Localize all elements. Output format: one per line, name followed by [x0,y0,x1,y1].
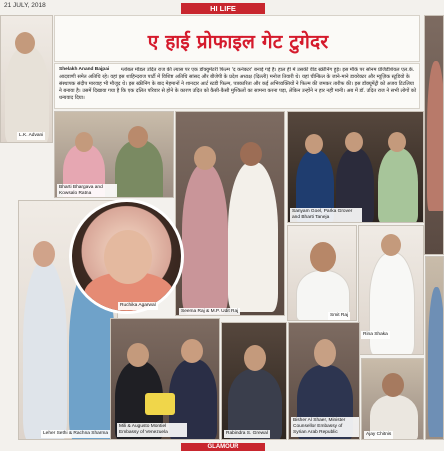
photo-rina-shaka [358,225,424,355]
person-figure [369,252,415,355]
page-bottom-bar [0,442,444,451]
person-head [128,126,148,148]
portrait-face [104,230,152,284]
headline-box [54,15,420,62]
issue-date: 21 JULY, 2018 [4,2,46,9]
portrait-ruchika [69,199,184,314]
person-head [382,373,404,397]
person-head [305,134,323,154]
photo-smit-raj [287,225,357,321]
person-head [194,146,216,170]
person-head [244,345,266,371]
caption-grewal: Rabindra S. Grewal [226,431,268,436]
photo-right-bottom [425,256,444,440]
page-top-bar [0,0,444,14]
caption-ruchika: Ruchika Agarwal [120,303,156,308]
caption-montiel: Mili & Augusto Montiel Embassy of Venezuela [117,423,187,437]
caption-sethi-sharma: Leher Sethi & Rachna Sharma [43,431,109,436]
section-tag: HI LIFE [181,3,265,14]
person-head [381,234,401,256]
photo-advani [0,15,53,143]
article-body-box [54,63,420,109]
caption-goel-grover-taneja: Sanyam Goel, Parka Grover and Bharti Taneja [290,208,362,222]
photo-right-edge [424,15,444,255]
article-headline: ए हाई प्रोफाइल गेट टुगेदर [147,31,329,53]
person-figure [182,164,228,314]
photo-montiel [110,318,220,440]
article-byline: Shelakh Anand Bajpai [59,67,110,72]
person-figure [5,46,49,143]
gift-item [145,393,175,415]
person-head [181,339,203,363]
person-head [240,142,262,166]
person-head [314,339,336,367]
photo-bhargava-ratna [54,111,174,198]
person-head [33,241,55,267]
photo-goel-grover-taneja [287,111,424,223]
photo-seema-udit [175,111,285,316]
photo-grewal [221,322,287,440]
person-head [345,132,363,152]
caption-rina-shaka: Rina Shaka [363,332,388,337]
photo-al-shaer [288,322,360,440]
person-head [310,242,336,272]
photo-chitnis [361,358,424,440]
person-figure [427,61,444,211]
person-head [388,132,406,152]
caption-seema-udit: Seema Raj & M.P. Udit Raj [181,309,239,314]
person-figure [115,140,163,198]
person-figure [428,287,444,437]
caption-al-shaer: Bisher Al Shaer, Minister Counsellor Embassy of Syrian Arab Republic [291,417,359,437]
person-head [15,32,35,54]
next-section-tag: GLAMOUR [181,443,265,451]
article-body: ग्लोबल मॉडल उदित राज की ल्यास पर एक डॉक्युमेंटरी फिल्म 'द कनेक्टर' बनाई गई है। हाल ही में उसकी वीड स्क्रीनिंग हुई। इस मौके पर सोनम प्रेजिडेंशियल एल.के. आदवाणी समेत अतिथि रहे। वहां इस शाहिन्दराज पार्टी में विशिष्ट अतिथि सांसद और बीजेपी के प्रदेश अध्यक्ष (दिल्ली) मनोज तिवारी थे। यहां चीन्फ़िल के जाने-माने डायरेक्टर और म्यूज़िक स्टूडियो के संस्थापक संदीप मारवाह भी मौजूद थे। इस स्क्रीनिंग के बाद मेहमानों ने शानदार आर्ट स्टडी फिल्म, पत्रकारिता और कई अभिव्यक्तियों ने फिल्म की जमकर तारीफ की। इस डॉक्यूमेंट्री को अजय टिटलिया ने बनाया है। उसमें दिखाया गया है कि एक दलित परिवार से होने के कारण उदित को कैसी-कैसी मुश्किलों का सामना करना पड़ा, लेकिन उन्होंने न हार नहीं मानी। अब में डॉ. उदित राज ने सभी लोगों को धन्यवाद दिया। [59,67,416,102]
caption-advani: L.K. Advani [19,133,44,138]
person-head [75,132,93,152]
caption-chitnis: Ajay Chitnis [366,432,392,437]
person-figure [228,162,278,312]
caption-bhargava-ratna: Bharti Bhargava and Kowsalo Ratna [57,184,117,198]
person-figure [23,261,67,440]
caption-smit-raj: Smit Raj [330,313,349,318]
person-head [127,343,149,367]
person-figure [378,148,418,223]
